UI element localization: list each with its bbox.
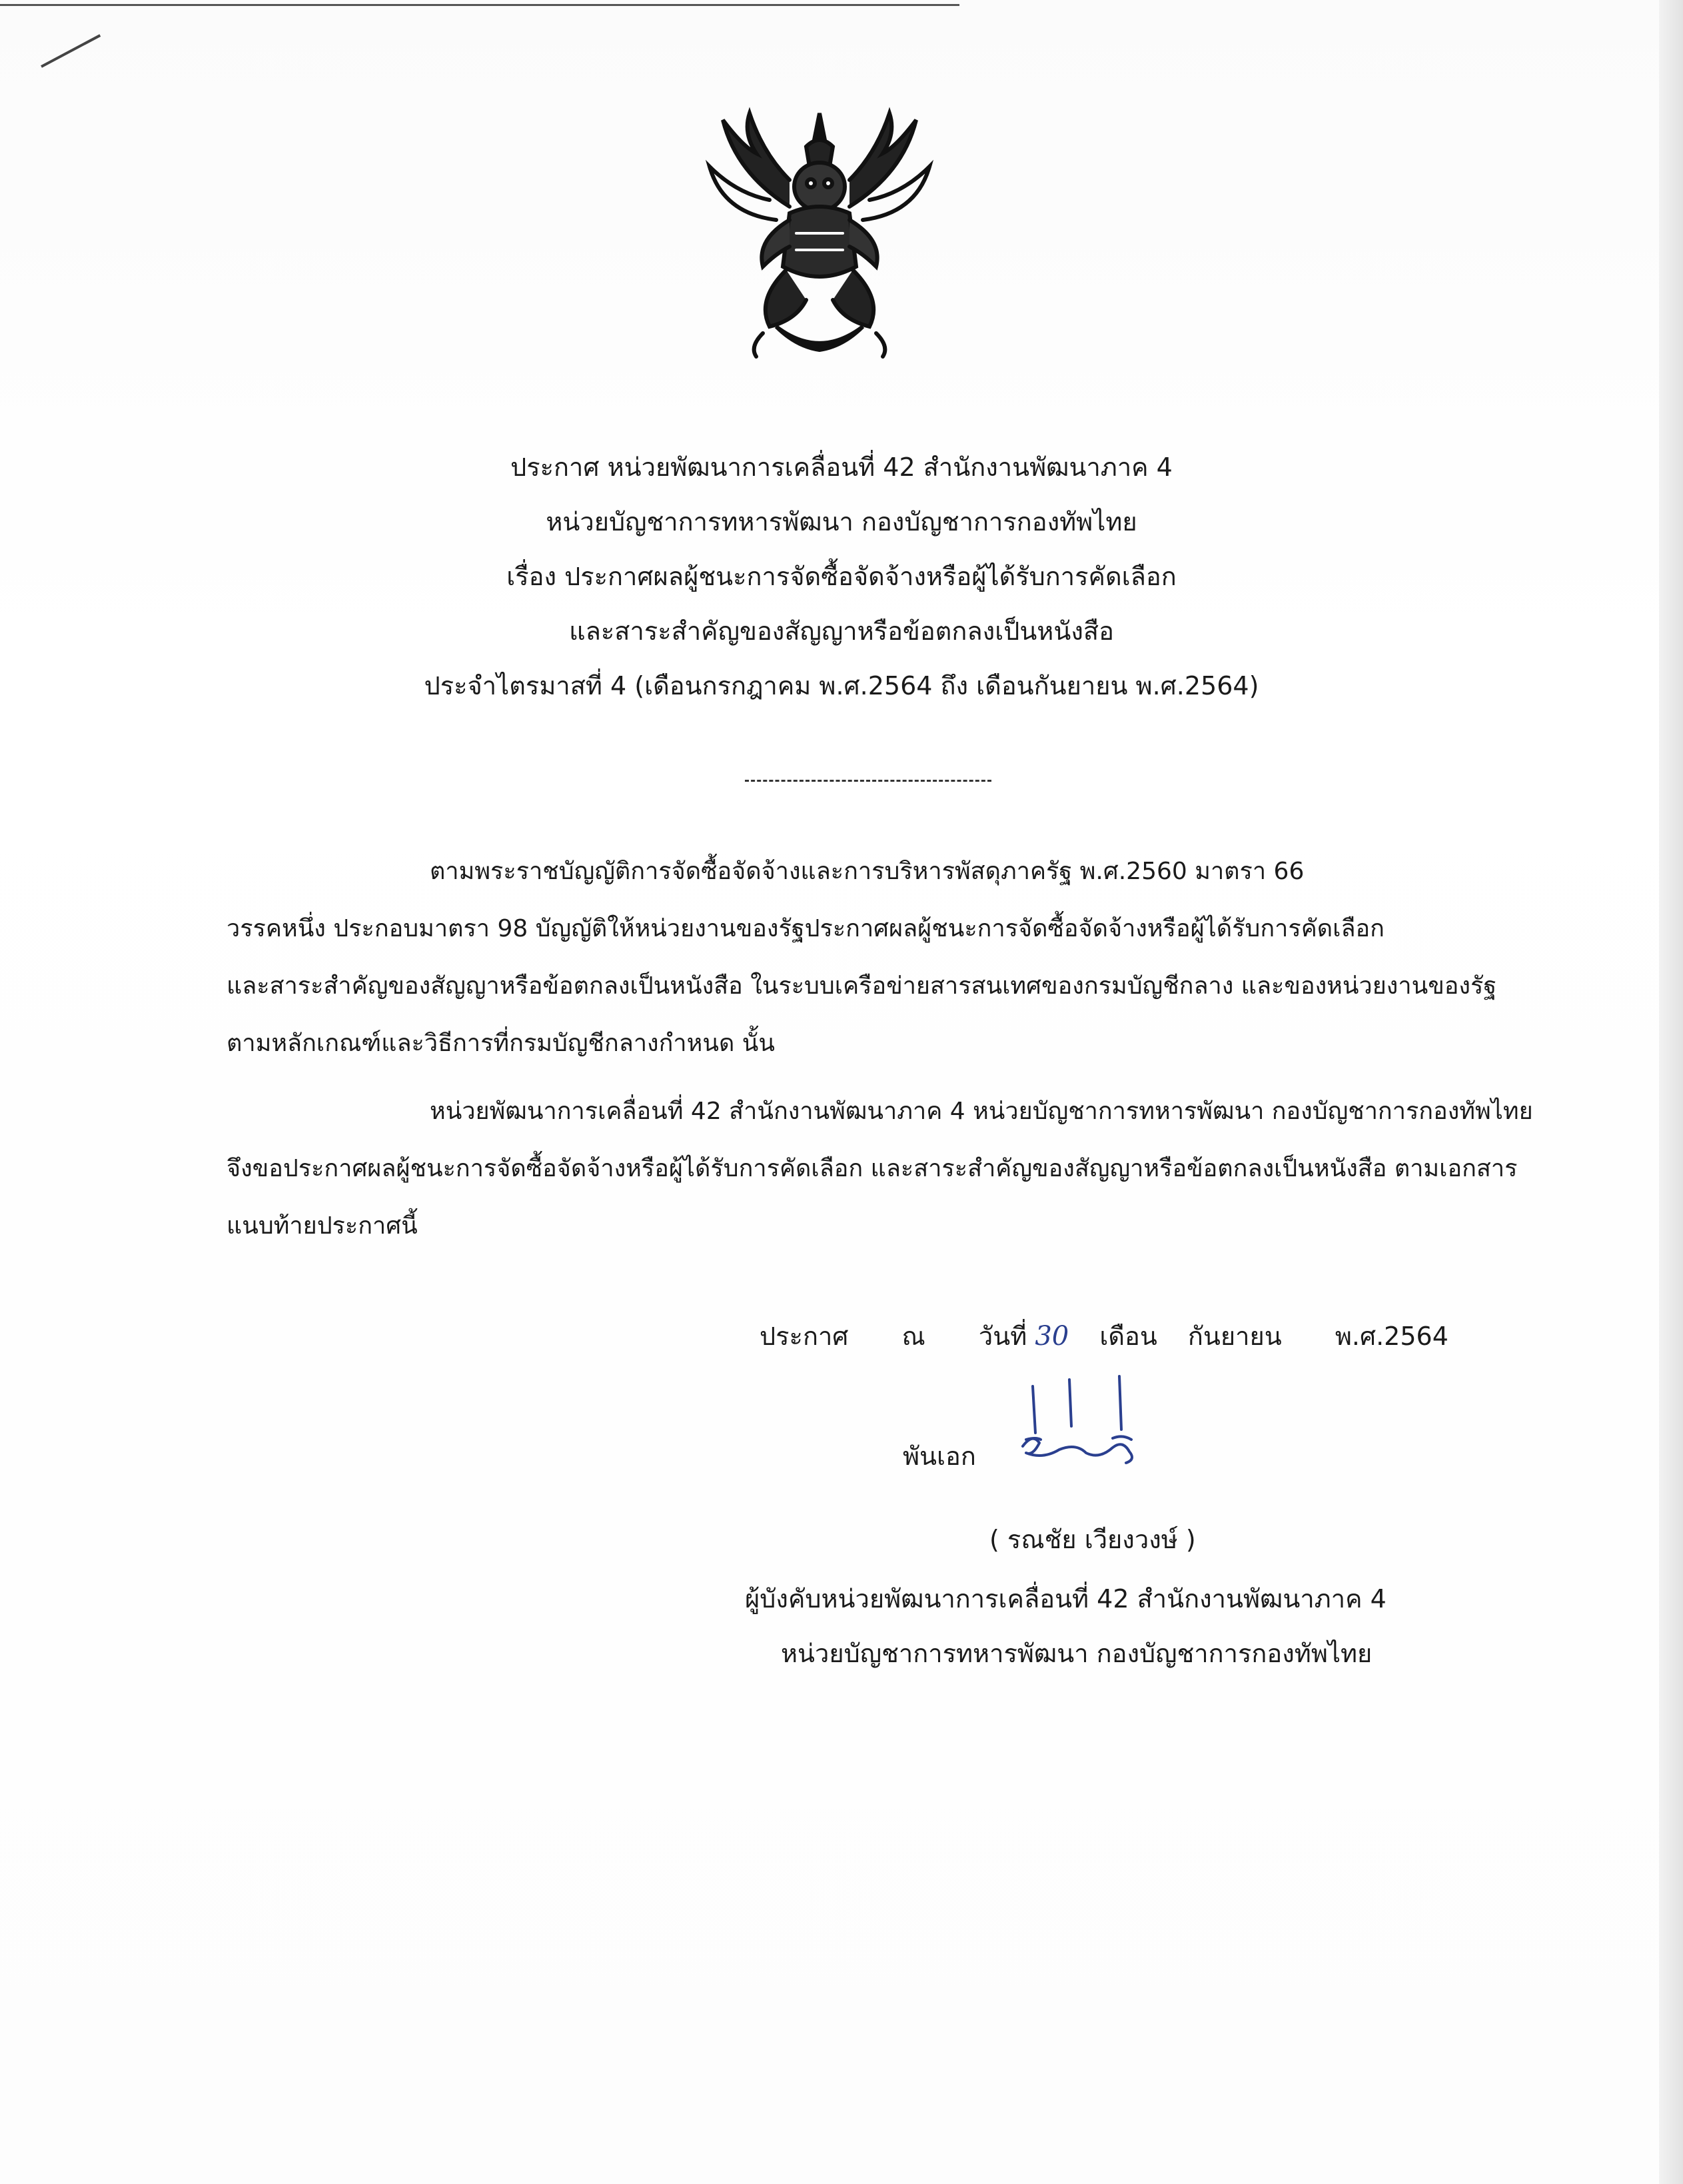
paragraph-1-line-2: วรรคหนึ่ง ประกอบมาตรา 98 บัญญัติให้หน่วยงานของรัฐประกาศผลผู้ชนะการจัดซื้อจัดจ้างหรือผู้ได้รับการคัดเลือก xyxy=(227,915,1385,942)
paragraph-1-line-1: ตามพระราชบัญญัติการจัดซื้อจัดจ้างและการบริหารพัสดุภาครัฐ พ.ศ.2560 มาตรา 66 xyxy=(430,858,1305,885)
scan-right-edge xyxy=(1659,0,1683,2184)
header-line-1: ประกาศ หน่วยพัฒนาการเคลื่อนที่ 42 สำนักงานพัฒนาภาค 4 xyxy=(510,453,1173,482)
body-paragraph-2 xyxy=(227,1083,1533,1255)
signer-title-line-1: ผู้บังคับหน่วยพัฒนาการเคลื่อนที่ 42 สำนักงานพัฒนาภาค 4 xyxy=(745,1584,1387,1614)
signer-title-line-2: หน่วยบัญชาการทหารพัฒนา กองบัญชาการกองทัพไทย xyxy=(781,1639,1373,1668)
body-paragraph-1 xyxy=(227,843,1512,1072)
header-line-5: ประจำไตรมาสที่ 4 (เดือนกรกฎาคม พ.ศ.2564 ถึง เดือนกันยายน พ.ศ.2564) xyxy=(424,671,1259,700)
header-divider xyxy=(745,780,991,782)
paragraph-1-line-3: และสาระสำคัญของสัญญาหรือข้อตกลงเป็นหนังสือ ในระบบเครือข่ายสารสนเทศของกรมบัญชีกลาง และของหน่วยงานของรัฐ xyxy=(227,972,1497,1000)
staple-mark xyxy=(41,34,101,67)
announcement-date xyxy=(760,1310,1448,1363)
date-day-value: 30 xyxy=(1035,1321,1069,1352)
date-month-label: เดือน xyxy=(1099,1322,1157,1351)
announcement-header xyxy=(0,440,1683,713)
garuda-emblem-icon xyxy=(696,107,943,360)
header-line-2: หน่วยบัญชาการทหารพัฒนา กองบัญชาการกองทัพไทย xyxy=(546,507,1137,537)
date-day-label: วันที่ xyxy=(978,1322,1027,1351)
header-line-4: และสาระสำคัญของสัญญาหรือข้อตกลงเป็นหนังสือ xyxy=(569,616,1114,646)
paragraph-2-line-1: หน่วยพัฒนาการเคลื่อนที่ 42 สำนักงานพัฒนาภาค 4 หน่วยบัญชาการทหารพัฒนา กองบัญชาการกองทัพไทย xyxy=(430,1098,1533,1125)
paragraph-1-line-4: ตามหลักเกณฑ์และวิธีการที่กรมบัญชีกลางกำหนด นั้น xyxy=(227,1030,776,1057)
date-at-label: ณ xyxy=(901,1322,925,1351)
date-year-value: พ.ศ.2564 xyxy=(1335,1322,1448,1351)
paragraph-2-line-3: แนบท้ายประกาศนี้ xyxy=(227,1212,418,1240)
date-month-value: กันยายน xyxy=(1187,1322,1282,1351)
date-announce-label: ประกาศ xyxy=(760,1322,849,1351)
signer-rank: พันเอก xyxy=(903,1442,976,1471)
paragraph-2-line-2: จึงขอประกาศผลผู้ชนะการจัดซื้อจัดจ้างหรือผู้ได้รับการคัดเลือก และสาระสำคัญของสัญญาหรือข้อตกลงเป็นหนังสือ ตามเอกสาร xyxy=(227,1155,1518,1182)
signer-name: ( รณชัย เวียงวงษ์ ) xyxy=(989,1525,1196,1554)
handwritten-signature xyxy=(1013,1373,1146,1480)
header-line-3: เรื่อง ประกาศผลผู้ชนะการจัดซื้อจัดจ้างหรือผู้ได้รับการคัดเลือก xyxy=(506,562,1177,591)
scan-top-edge xyxy=(0,4,959,6)
